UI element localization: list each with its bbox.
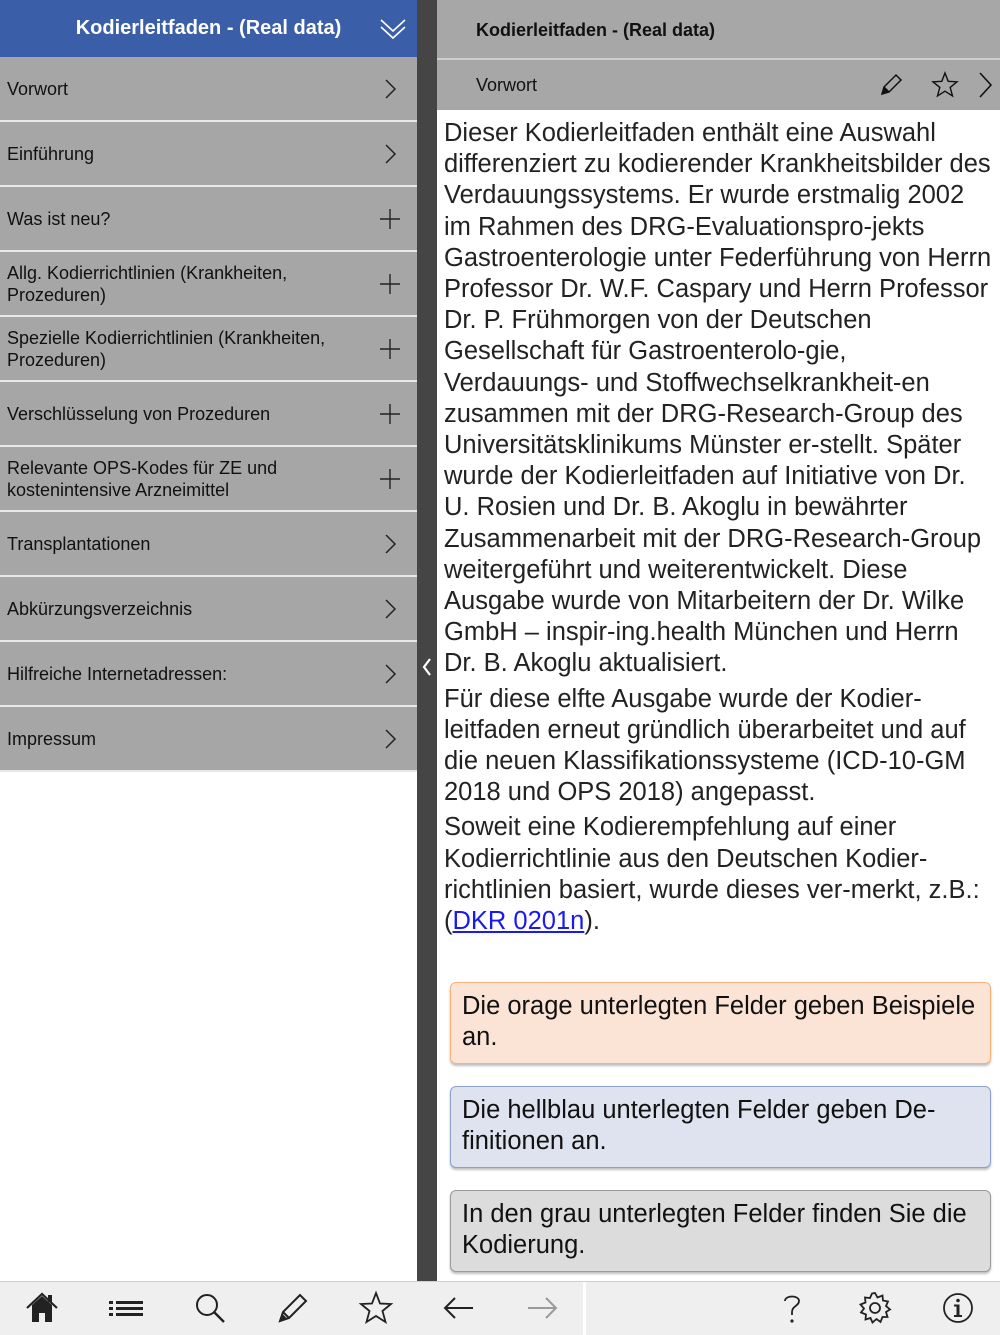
toc-item-relevante-ops-kodes[interactable] <box>0 447 417 512</box>
toc-item-spezielle-kodierrichtlinien[interactable] <box>0 317 417 382</box>
notes-button[interactable] <box>275 1290 311 1326</box>
help-button[interactable] <box>774 1290 810 1326</box>
toc-item-allg-kodierrichtlinien[interactable] <box>0 252 417 317</box>
legend-box-definitions: Die hellblau unterlegten Felder geben De-finitionen an. <box>450 1086 991 1168</box>
toc-item-label: Impressum <box>7 728 97 749</box>
toc-item-label: Vorwort <box>7 78 69 99</box>
chevron-right-icon <box>379 597 401 621</box>
toc-item-transplantationen[interactable] <box>0 512 417 577</box>
toolbar-separator <box>583 1282 586 1335</box>
search-button[interactable] <box>192 1290 228 1326</box>
forward-arrow-icon <box>524 1290 560 1326</box>
chapter-title: Vorwort <box>476 75 538 95</box>
toc-item-was-ist-neu[interactable] <box>0 187 417 252</box>
toc-item-label: Hilfreiche Internetadressen: <box>7 663 228 684</box>
info-icon <box>940 1290 976 1326</box>
toc-header <box>0 0 417 57</box>
chevron-right-icon <box>379 532 401 556</box>
pencil-icon[interactable] <box>878 72 904 98</box>
toc-item-label: Verschlüsselung von Prozeduren <box>7 403 271 424</box>
home-icon <box>24 1290 60 1326</box>
plus-icon[interactable] <box>379 272 401 296</box>
settings-icon <box>857 1290 893 1326</box>
toc-item-label: Allg. Kodierrichtlinien (Krankheiten, Prozeduren) <box>7 262 288 305</box>
table-of-contents-pane <box>0 0 417 1281</box>
home-button[interactable] <box>24 1290 60 1326</box>
toc-item-vorwort[interactable] <box>0 57 417 122</box>
document-header <box>437 0 1000 60</box>
chevron-right-icon <box>379 142 401 166</box>
toc-list <box>0 57 417 772</box>
toc-item-verschluesselung[interactable] <box>0 382 417 447</box>
toc-title: Kodierleitfaden - (Real data) <box>75 17 342 39</box>
star-icon <box>358 1290 394 1326</box>
bottom-toolbar <box>0 1281 1000 1335</box>
chevron-right-icon[interactable] <box>975 70 995 100</box>
toc-item-internetadressen[interactable] <box>0 642 417 707</box>
plus-icon[interactable] <box>379 337 401 361</box>
toc-item-label: Transplantationen <box>7 533 151 554</box>
split-divider[interactable] <box>417 0 437 1281</box>
plus-icon[interactable] <box>379 207 401 231</box>
legend-box-coding: In den grau unterlegten Felder finden Sie die Kodierung. <box>450 1190 991 1272</box>
plus-icon[interactable] <box>379 402 401 426</box>
toc-item-label: Abkürzungsverzeichnis <box>7 598 193 619</box>
toc-item-abkuerzungsverzeichnis[interactable] <box>0 577 417 642</box>
star-icon[interactable] <box>931 71 959 99</box>
document-content <box>444 118 994 941</box>
list-icon <box>108 1290 144 1326</box>
paragraph-dkr-reference: Soweit eine Kodierempfehlung auf einer Kodierrichtlinie aus den Deutschen Kodier-richtlinien basiert, wurde dieses ver-merkt, z.B.: (DKR 0201n). <box>444 813 980 936</box>
forward-button[interactable] <box>524 1290 560 1326</box>
legend-box-examples: Die orage unterlegten Felder geben Beispiele an. <box>450 982 991 1064</box>
toc-item-impressum[interactable] <box>0 707 417 772</box>
toc-item-label: Was ist neu? <box>7 208 111 229</box>
toc-item-label: Spezielle Kodierrichtlinien (Krankheiten, Prozeduren) <box>7 327 326 370</box>
favorites-button[interactable] <box>358 1290 394 1326</box>
chapter-bar <box>437 60 1000 110</box>
chevrons-down-icon[interactable] <box>379 14 407 42</box>
info-button[interactable] <box>940 1290 976 1326</box>
chevron-right-icon <box>379 662 401 686</box>
search-icon <box>192 1290 228 1326</box>
back-arrow-icon <box>441 1290 477 1326</box>
toc-item-label: Einführung <box>7 143 95 164</box>
settings-button[interactable] <box>857 1290 893 1326</box>
document-pane <box>437 0 1000 1281</box>
back-button[interactable] <box>441 1290 477 1326</box>
toc-list-button[interactable] <box>108 1290 144 1326</box>
toc-item-label: Relevante OPS-Kodes für ZE und kostenintensive Arzneimittel <box>7 457 278 500</box>
dkr-link[interactable]: DKR 0201n <box>452 907 585 936</box>
pencil-icon <box>275 1290 311 1326</box>
help-icon <box>774 1290 810 1326</box>
chevron-right-icon <box>379 727 401 751</box>
toc-item-einfuehrung[interactable] <box>0 122 417 187</box>
document-title: Kodierleitfaden - (Real data) <box>476 20 716 40</box>
paragraph-edition: Für diese elfte Ausgabe wurde der Kodier-leitfaden erneut gründlich überarbeitet und auf die neuen Klassifikationssysteme (ICD-10-GM 2018 und OPS 2018) angepasst. <box>444 684 966 807</box>
paragraph-intro: Dieser Kodierleitfaden enthält eine Auswahl differenziert zu kodierender Krankheitsbilder des Verdauungssystems. Er wurde erstmalig 2002 im Rahmen des DRG-Evaluationspro-jekts Gastroenterologie unter Federführung von Herrn Professor Dr. W.F. Caspary und Herrn Professor Dr. P. Frühmorgen von der Deutschen Gesellschaft für Gastroenterolo-gie, Verdauungs- und Stoffwechselkrankheit-en zusammen mit der DRG-Research-Group des Universitätsklinikums Münster er-stellt. Später wurde der Kodierleitfaden auf Initiative von Dr. U. Rosien und Dr. B. Akoglu in bewährter Zusammenarbeit mit der DRG-Research-Group weitergeführt und weiterentwickelt. Diese Ausgabe wurde von Mitarbeitern der Dr. Wilke GmbH – inspir-ing.health München und Herrn Dr. B. Akoglu aktualisiert. <box>444 119 992 678</box>
chevron-right-icon <box>379 77 401 101</box>
plus-icon[interactable] <box>379 467 401 491</box>
chevron-left-icon[interactable] <box>420 656 434 678</box>
